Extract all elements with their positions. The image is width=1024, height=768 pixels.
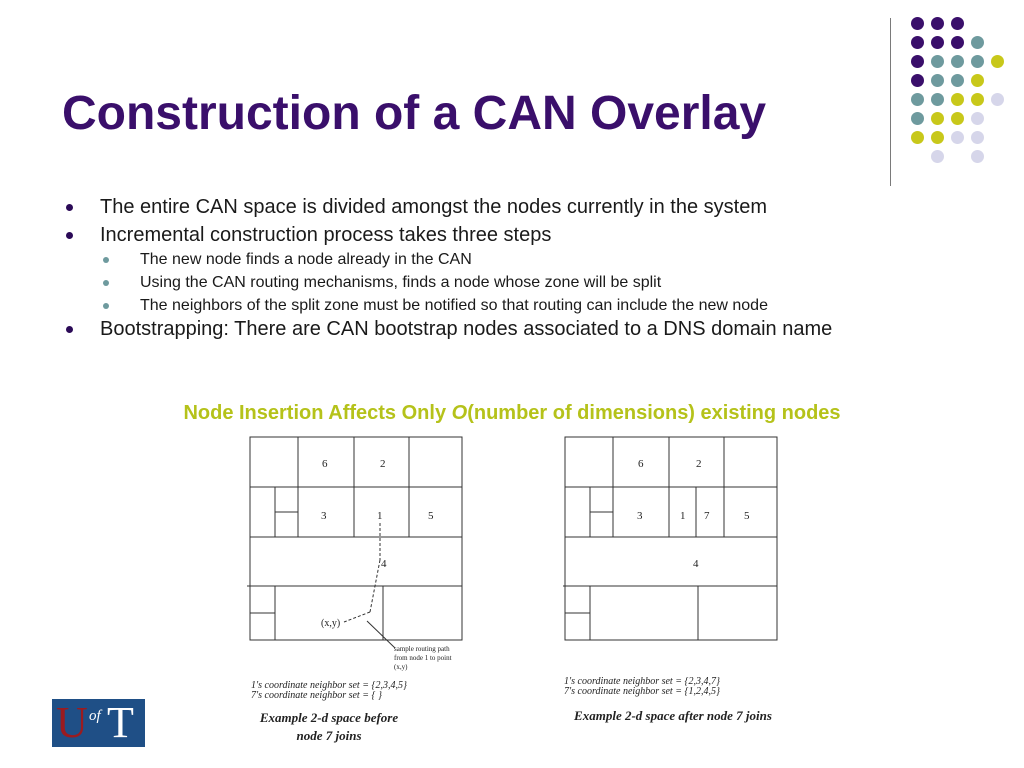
bullet-item	[62, 196, 942, 219]
point-label: (x,y)	[321, 618, 341, 629]
zone-label-2: 2	[380, 458, 386, 470]
decor-dot	[951, 36, 964, 49]
decor-dot	[971, 74, 984, 87]
decorative-dot-grid	[0, 0, 1024, 200]
decor-dot	[911, 74, 924, 87]
routing-annotation: sample routing path from node 1 to point (x,y)	[394, 645, 452, 671]
bullet-text: The entire CAN space is divided amongst the nodes currently in the system	[100, 196, 767, 218]
decor-dot	[931, 36, 944, 49]
neighbor-set-7: 7's coordinate neighbor set = { }	[251, 690, 382, 701]
figure-caption: Example 2-d space before node 7 joins	[259, 710, 399, 743]
highlight-text-after: (number of dimensions) existing nodes	[467, 402, 841, 424]
decor-dot	[951, 131, 964, 144]
decor-dot	[931, 131, 944, 144]
neighbor-set-1: 1's coordinate neighbor set = {2,3,4,7}	[564, 676, 720, 687]
decor-dot	[931, 112, 944, 125]
decor-dot	[951, 93, 964, 106]
neighbor-set-7: 7's coordinate neighbor set = {1,2,4,5}	[564, 686, 720, 697]
zone-label-3: 3	[637, 510, 643, 522]
decor-dot	[971, 150, 984, 163]
bullet-item	[62, 224, 942, 315]
highlight-text-italic: O	[451, 402, 468, 424]
decor-dot	[971, 93, 984, 106]
zone-label-5: 5	[428, 510, 434, 522]
figure-caption: Example 2-d space after node 7 joins	[574, 708, 772, 723]
decor-dot	[971, 36, 984, 49]
bullet-text: Incremental construction process takes three steps	[100, 224, 552, 246]
neighbor-set-1: 1's coordinate neighbor set = {2,3,4,5}	[251, 680, 407, 691]
slide-title: Construction of a CAN Overlay	[62, 87, 767, 140]
sub-bullet-item: The neighbors of the split zone must be notified so that routing can include the new node	[100, 297, 942, 315]
zone-label-4: 4	[381, 558, 387, 570]
zone-label-1: 1	[377, 510, 383, 522]
decor-dot	[931, 17, 944, 30]
highlight-statement	[62, 402, 962, 425]
logo-of: of	[89, 708, 101, 724]
highlight-text-before: Node Insertion Affects Only	[183, 402, 452, 424]
zone-label-6: 6	[322, 458, 328, 470]
zone-label-4: 4	[693, 558, 699, 570]
bullet-text: Bootstrapping: There are CAN bootstrap nodes associated to a DNS domain name	[100, 318, 833, 340]
decor-dot	[971, 112, 984, 125]
zone-label-1: 1	[680, 510, 686, 522]
decor-dot	[991, 55, 1004, 68]
decor-dot	[951, 74, 964, 87]
bullet-item	[62, 318, 942, 341]
zone-label-7: 7	[704, 510, 710, 522]
decor-dot	[911, 131, 924, 144]
decor-dot	[951, 17, 964, 30]
university-logo	[52, 699, 145, 747]
decor-dot	[911, 93, 924, 106]
zone-label-2: 2	[696, 458, 702, 470]
decor-dot	[951, 55, 964, 68]
sub-bullet-item: Using the CAN routing mechanisms, finds a node whose zone will be split	[100, 274, 942, 292]
bullet-list	[62, 196, 942, 346]
sub-bullet-list	[100, 251, 942, 315]
sub-bullet-item: The new node finds a node already in the CAN	[100, 251, 942, 269]
decor-dot	[911, 17, 924, 30]
logo-letter-u: U	[56, 698, 88, 747]
decor-dot	[911, 55, 924, 68]
decor-dot	[971, 55, 984, 68]
decor-dot	[931, 74, 944, 87]
decor-dot	[951, 112, 964, 125]
decor-dot	[931, 150, 944, 163]
logo-letter-t: T	[107, 698, 134, 747]
decor-dot	[971, 131, 984, 144]
decor-dot	[931, 55, 944, 68]
zone-label-6: 6	[638, 458, 644, 470]
decor-dot	[991, 93, 1004, 106]
decor-dot	[911, 112, 924, 125]
zone-label-5: 5	[744, 510, 750, 522]
decor-dot	[911, 36, 924, 49]
decor-dot	[931, 93, 944, 106]
zone-label-3: 3	[321, 510, 327, 522]
